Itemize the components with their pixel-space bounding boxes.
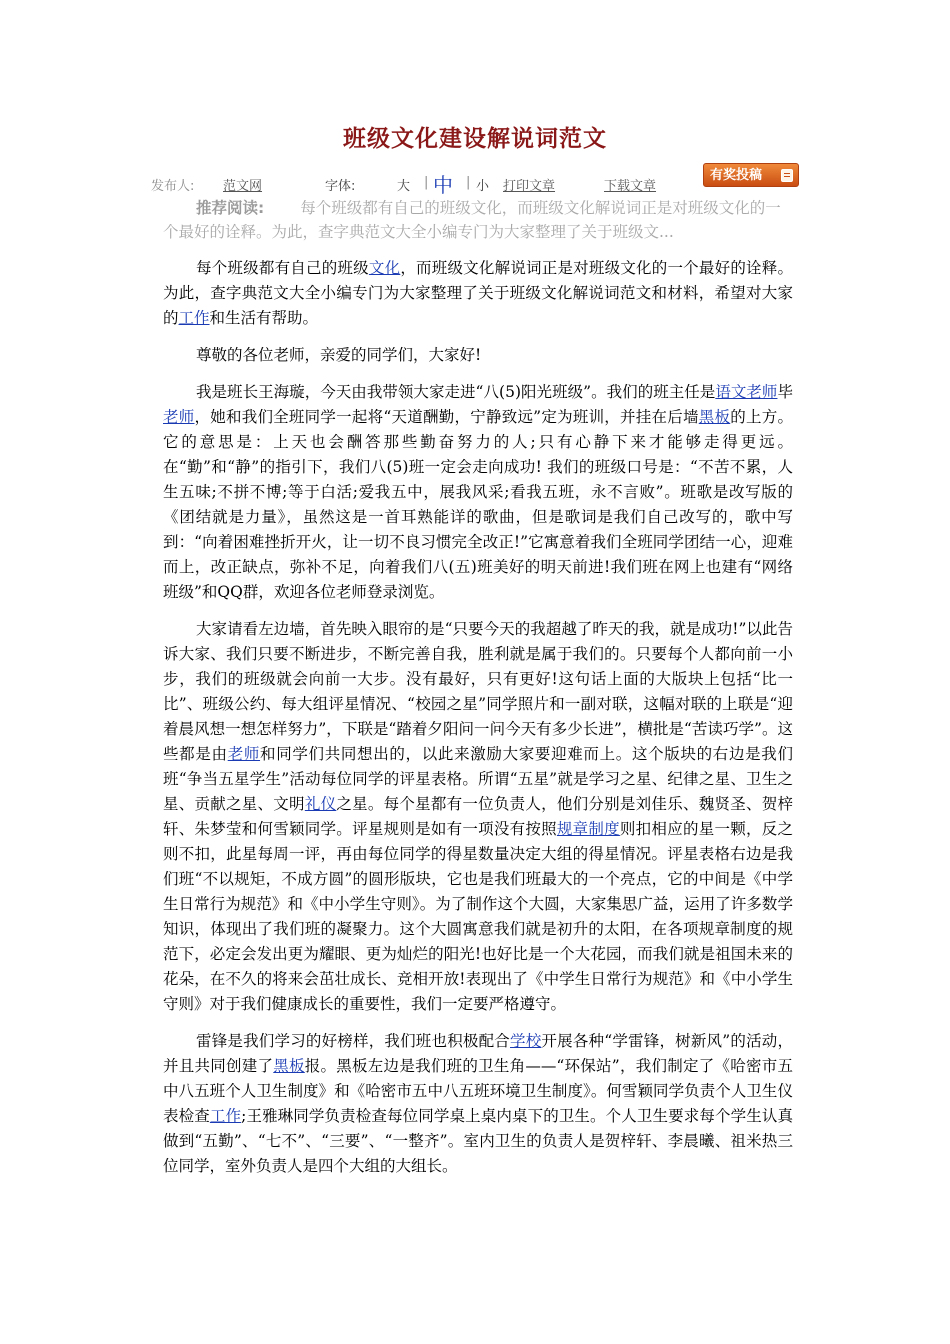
font-size-label: 字体: (325, 179, 356, 194)
print-article-link[interactable]: 打印文章 (503, 179, 556, 194)
inline-keyword-link[interactable]: 语文老师 (715, 383, 778, 401)
font-size-separator: | (466, 175, 471, 190)
paragraph-text: 报。黑板左边是我们班的卫生角——“环保站”，我们制定了《哈密市五中八五班个人卫生制度》和《哈密市五中八五班环境卫生制度》。何雪颖同学负责个人卫生仪表检查 (163, 1057, 793, 1125)
inline-keyword-link[interactable]: 老师 (227, 745, 261, 763)
page-title: 班级文化建设解说词范文 (343, 126, 607, 152)
prize-submission-button[interactable] (703, 163, 799, 187)
inline-keyword-link[interactable]: 工作 (209, 1107, 242, 1125)
paragraph-text: 的上方。它的意思是：上天也会酬答那些勤奋努力的人;只有心静下来才能够走得更远。在“勤”和“静”的指引下，我们八(5)班一定会走向成功! 我们的班级口号是：“不苦不累，人生五味;不拼不博;等于白活;爱我五中，展我风采;看我五班，永不言败”。班歌是改写版的《团结就是力量》，虽然这是一首耳熟能详的歌曲，但是歌词是我们自己改写的，歌中写到：“向着困难挫折开火，让一切不良习惯完全改正!”它寓意着我们全班同学团结一心，迎难而上，改正缺点，弥补不足，向着我们八(五)班美好的明天前进!我们班在网上也建有“网络班级”和QQ群，欢迎各位老师登录浏览。 (163, 408, 793, 601)
recommended-reading (163, 196, 793, 244)
paragraph-text: 毕 (777, 383, 793, 401)
article-body (163, 256, 793, 1191)
inline-keyword-link[interactable]: 黑板 (273, 1057, 305, 1075)
paragraph-text: 尊敬的各位老师，亲爱的同学们，大家好! (196, 346, 482, 364)
inline-keyword-link[interactable]: 文化 (368, 259, 401, 277)
article-paragraph (163, 256, 793, 331)
prize-submission-label: 有奖投稿 (710, 168, 763, 183)
inline-keyword-link[interactable]: 老师 (163, 408, 195, 426)
paragraph-text: ;王雅琳同学负责检查每位同学桌上桌内桌下的卫生。个人卫生要求每个学生认真做到“五勤”、“七不”、“三要”、“一整齐”。室内卫生的负责人是贺梓轩、李晨曦、祖米热三位同学，室外负责人是四个大组的大组长。 (163, 1107, 793, 1175)
paragraph-text: 之星。每个星都有一位负责人，他们分别是刘佳乐、魏贤圣、贺梓轩、朱梦莹和何雪颖同学。评星规则是如有一项没有按照 (163, 795, 793, 838)
paragraph-text: 雷锋是我们学习的好榜样，我们班也积极配合 (196, 1032, 511, 1050)
download-article-link[interactable]: 下载文章 (604, 179, 657, 194)
paragraph-text: 开展各种“学雷锋，树新风”的活动，并且共同创建了 (163, 1032, 793, 1075)
recommended-reading-text: 每个班级都有自己的班级文化，而班级文化解说词正是对班级文化的一个最好的诠释。为此，查字典范文大全小编专门为大家整理了关于班级文... (163, 199, 781, 241)
inline-keyword-link[interactable]: 规章制度 (556, 820, 620, 838)
paragraph-text: ，而班级文化解说词正是对班级文化的一个最好的诠释。为此，查字典范文大全小编专门为大家整理了关于班级文化解说词范文和材料，希望对大家的 (163, 259, 793, 327)
article-paragraph (163, 1029, 793, 1179)
inline-keyword-link[interactable]: 工作 (178, 309, 210, 327)
paragraph-text: ，她和我们全班同学一起将“天道酬勤，宁静致远”定为班训，并挂在后墙 (194, 408, 699, 426)
font-size-large-button[interactable]: 大 (397, 179, 411, 194)
edit-note-icon (781, 169, 793, 182)
paragraph-text: 和生活有帮助。 (209, 309, 319, 327)
inline-keyword-link[interactable]: 学校 (510, 1032, 542, 1050)
inline-keyword-link[interactable]: 黑板 (698, 408, 731, 426)
font-size-medium-button[interactable]: 中 (433, 173, 453, 197)
article-paragraph (163, 380, 793, 605)
paragraph-text: 我是班长王海璇，今天由我带领大家走进“八(5)阳光班级”。我们的班主任是 (196, 383, 716, 401)
paragraph-text: 每个班级都有自己的班级 (196, 259, 369, 277)
publisher-link[interactable]: 范文网 (223, 179, 263, 194)
paragraph-text: 则扣相应的星一颗，反之则不扣，此星每周一评，再由每位同学的得星数量决定大组的得星情况。评星表格右边是我们班“不以规矩，不成方圆”的圆形版块，它也是我们班最大的一个亮点，它的中间是《中学生日常行为规范》和《中小学生守则》。为了制作这个大圆，大家集思广益，运用了许多数学知识，体现出了我们班的凝聚力。这个大圆寓意我们就是初升的太阳，在各项规章制度的规范下，必定会发出更为耀眼、更为灿烂的阳光!也好比是一个大花园，而我们就是祖国未来的花朵，在不久的将来会茁壮成长、竞相开放!表现出了《中学生日常行为规范》和《中小学生守则》对于我们健康成长的重要性，我们一定要严格遵守。 (163, 820, 793, 1013)
font-size-small-button[interactable]: 小 (476, 179, 490, 194)
publisher-label: 发布人: (151, 179, 195, 194)
font-size-separator: | (424, 175, 429, 190)
paragraph-text: 和同学们共同想出的，以此来激励大家要迎难而上。这个版块的右边是我们班“争当五星学生”活动每位同学的评星表格。所谓“五星”就是学习之星、纪律之星、卫生之星、贡献之星、文明 (163, 745, 793, 813)
paragraph-text: 大家请看左边墙，首先映入眼帘的是“只要今天的我超越了昨天的我，就是成功!”以此告诉大家、我们只要不断进步，不断完善自我，胜利就是属于我们的。只要每个人都向前一小步，我们的班级就会向前一大步。没有最好，只有更好!这句话上面的大版块上包括“比一比”、班级公约、每大组评星情况、“校园之星”同学照片和一副对联，这幅对联的上联是“迎着晨风想一想怎样努力”，下联是“踏着夕阳问一问今天有多少长进”，横批是“苦读巧学”。这些都是由 (163, 620, 793, 763)
article-paragraph (163, 617, 793, 1017)
inline-keyword-link[interactable]: 礼仪 (304, 795, 337, 813)
article-paragraph (163, 343, 793, 368)
recommended-reading-label: 推荐阅读: (196, 199, 265, 217)
